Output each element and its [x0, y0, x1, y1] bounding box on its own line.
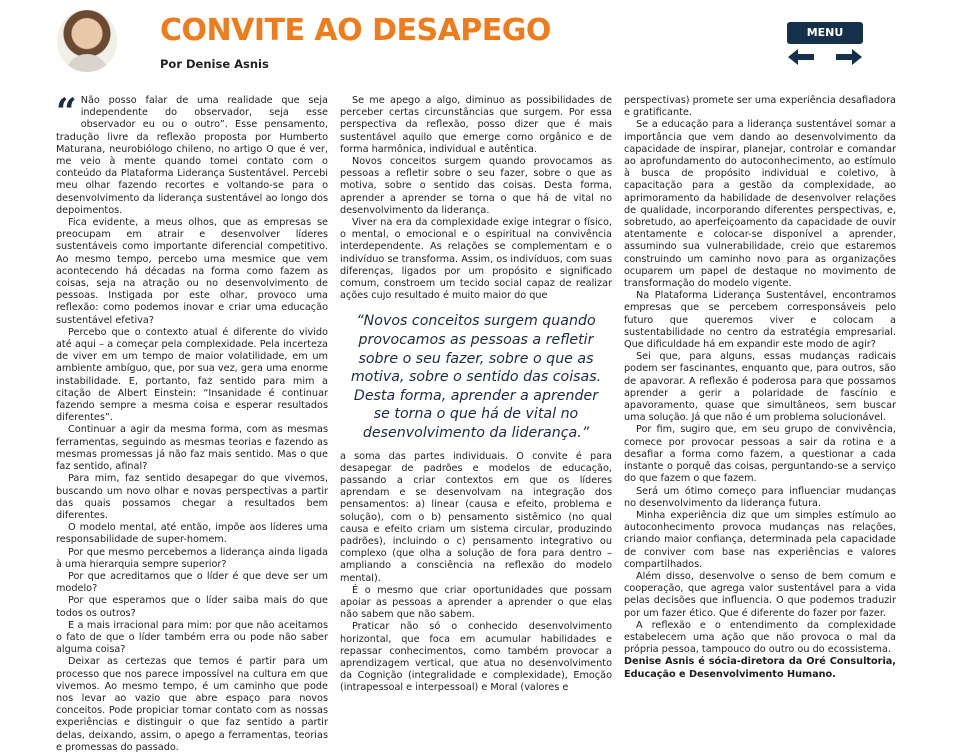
paragraph: Se a educação para a liderança sustentável somar a importância que vem dando ao desenvolvimento da capacidade de inspirar, planejar, controlar e comandar ao aprofundamento do autoconhecimento, ao estímulo à busca de propósito individual e coletivo, à capacitação para a gestão da complexidade, ao aprimoramento da habilidade de desenvolver relações de qualidade, incorporando diferentes perspectivas, e, sobretudo, ao aperfeiçoamento da capacidade de ouvir atentamente e colocar-se disponível a aprender, assumindo sua vulnerabilidade, creio que estaremos construindo um caminho novo para as organizações ocuparem um papel de destaque no movimento de transformação do modelo vigente. [624, 119, 896, 290]
author-photo [57, 10, 117, 72]
paragraph: A reflexão e o entendimento da complexidade estabelecem uma ação que não provoca o mal da própria pessoa, tampouco do outro ou do ecossistema. [624, 619, 896, 656]
paragraph: É o mesmo que criar oportunidades que possam apoiar as pessoas a aprender a aprender o que elas não sabem que não sabem. [340, 584, 612, 621]
author-note: Denise Asnis é sócia-diretora da Oré Consultoria, Educação e Desenvolvimento Humano. [624, 656, 896, 680]
paragraph: Por que esperamos que o líder saiba mais do que todos os outros? [56, 595, 328, 619]
paragraph: Na Plataforma Liderança Sustentável, encontramos empresas que se percebem corresponsáveis pelo futuro que queremos viver e colocam a sustentabilidade no centro da estratégia empresarial. Que dificuldade há em expandir este modo de agir? [624, 290, 896, 351]
paragraph: E a mais irracional para mim: por que não aceitamos o fato de que o líder também erra ou pode não saber alguma coisa? [56, 619, 328, 656]
paragraph: Por que acreditamos que o líder é que deve ser um modelo? [56, 570, 328, 595]
paragraph: a soma das partes individuais. O convite é para desapegar de padrões e modelos de educação, passando a criar contextos em que os líderes aprendam e se desenvolvam na integração dos pensamentos: a) linear (causa e efeito, problema e solução), com o b) pensamento sistêmico (no qual causa e efeito criam um sistema circular, produzindo padrões), incluindo o c) pensamento integrativo ou complexo (que olha a solução de fora para dentro – ampliando a consciência na reflexão do modelo mental). [340, 450, 612, 584]
article-title: CONVITE AO DESAPEGO [160, 13, 551, 48]
article-column-2 [340, 95, 612, 695]
paragraph: Viver na era da complexidade exige integrar o físico, o mental, o emocional e o espiritual na convivência interdependente. As relações se complementam e o indivíduo se transforma. Assim, os indivíduos, com suas diferenças, ligados por um propósito e significado comum, constroem um tecido social capaz de realizar ações cujo resultado é muito maior do que [340, 217, 612, 302]
paragraph: Por que mesmo percebemos a liderança ainda ligada à uma hierarquia sempre superior? [56, 546, 328, 570]
paragraph: Praticar não só o conhecido desenvolvimento horizontal, que foca em acumular habilidades e repassar conhecimentos, como também provocar a aprendizagem vertical, que atua no desenvolvimento da Cognição (integralidade e complexidade), Emoção (intrapessoal e interpessoal) e Moral (valores e [340, 621, 612, 694]
article-column-3 [624, 95, 896, 681]
paragraph: “ Não posso falar de uma realidade que seja independente do observador, seja esse observador eu ou o outro”. Esse pensamento, tradução livre da reflexão proposta por Humberto Maturana, neurobiólogo chileno, no artigo O que é ver, me veio à mente quando tomei contato com o conteúdo da Plataforma Liderança Sustentável. Percebi meu olhar fazendo recortes e voltando-se para o desenvolvimento da liderança sustentável ao longo dos depoimentos. [56, 91, 328, 216]
paragraph: Além disso, desenvolve o senso de bem comum e cooperação, que agrega valor sustentável para a vida pelas decisões que influencia. O que podemos traduzir por um fazer ético. Que é diferente do fazer por fazer. [624, 570, 896, 619]
paragraph: Novos conceitos surgem quando provocamos as pessoas a refletir sobre o seu fazer, sobre o que as motiva, sobre o sentido das coisas. Desta forma, aprender a aprender se torna o que há de vital no desenvolvimento da liderança. [340, 156, 612, 216]
paragraph: Será um ótimo começo para influenciar mudanças no desenvolvimento da liderança futura. [624, 485, 896, 509]
paragraph: Deixar as certezas que temos é partir para um processo que nos parece impossível na cultura em que vivemos. Ao mesmo tempo, é um caminho que pode nos levar ao vazio que abre espaço para novos conceitos. Pode propiciar tomar contato com as nossas experiências e distinguir o que faz sentido a partir delas, deixando, assim, o apego a ferramentas, teorias e promessas do passado. [56, 656, 328, 753]
paragraph: Continuar a agir da mesma forma, com as mesmas ferramentas, seguindo as mesmas teorias e fazendo as mesmas promessas já não faz mais sentido. Mas o que faz sentido, afinal? [56, 424, 328, 473]
paragraph: Minha experiência diz que um simples estímulo ao autoconhecimento provoca mudanças nas relações, criando maior confiança, determinada pela capacidade de conviver com base nas experiências e valores compartilhados. [624, 509, 896, 570]
pull-quote: “Novos conceitos surgem quando provocamos as pessoas a refletir sobre o seu fazer, sobre o que as motiva, sobre o sentido das coisas. Desta forma, aprender a aprender se torna o que há de vital no desenvolvimento da liderança.” [350, 313, 602, 442]
paragraph: Fica evidente, a meus olhos, que as empresas se preocupam em atrair e desenvolver líderes sustentáveis como importante diferencial competitivo. Ao mesmo tempo, percebo uma mesmice que vem acontecendo há décadas na forma como fazem as coisas, seja na atração ou no desenvolvimento de pessoas. Instigada por este olhar, provoco uma reflexão: como podemos inovar e criar uma educação sustentável efetiva? [56, 217, 328, 326]
paragraph: perspectivas) promete ser uma experiência desafiadora e gratificante. [624, 95, 896, 119]
menu-button[interactable]: MENU [787, 22, 863, 44]
paragraph: Se me apego a algo, diminuo as possibilidades de perceber certas circunstâncias que surgem. Por essa perspectiva da reflexão, posso dizer que é mais sustentável aquilo que emerge como orgânico e de forma harmônica, individual e autêntica. [340, 95, 612, 155]
paragraph: Para mim, faz sentido desapegar do que vivemos, buscando um novo olhar e novas perspectivas a partir das quais possamos chegar a resultados bem diferentes. [56, 473, 328, 521]
paragraph: Percebo que o contexto atual é diferente do vivido até aqui – a começar pela complexidade. Pela incerteza de viver em um tempo de maior volatilidade, em um ambiente ambíguo, que, por sua vez, gera uma enorme instabilidade. E, portanto, faz sentido para mim a citação de Albert Einstein: “Insanidade é continuar fazendo sempre a mesma coisa e esperar resultados diferentes”. [56, 326, 328, 424]
arrow-right-icon[interactable] [835, 47, 863, 67]
article-column-1 [56, 91, 328, 754]
paragraph: Sei que, para alguns, essas mudanças radicais podem ser fascinantes, enquanto que, para outros, são de apavorar. A reflexão é poderosa para que possamos aprender a gerir a polaridade de fascínio e apavoramento, quase que simultâneos, sem buscar uma solução. Já que não é um problema solucionável. [624, 351, 896, 424]
paragraph: Por fim, sugiro que, em seu grupo de convivência, comece por provocar pessoas a sair da rotina e a desafiar a forma como fazem, a questionar a cada instante o porquê das coisas, perguntando-se a serviço do que fazem o que fazem. [624, 424, 896, 485]
opening-quote-mark: “ [56, 91, 77, 133]
arrow-left-icon[interactable] [787, 47, 815, 67]
paragraph: O modelo mental, até então, impõe aos líderes uma responsabilidade de super-homem. [56, 522, 328, 546]
author-byline: Por Denise Asnis [160, 57, 269, 71]
